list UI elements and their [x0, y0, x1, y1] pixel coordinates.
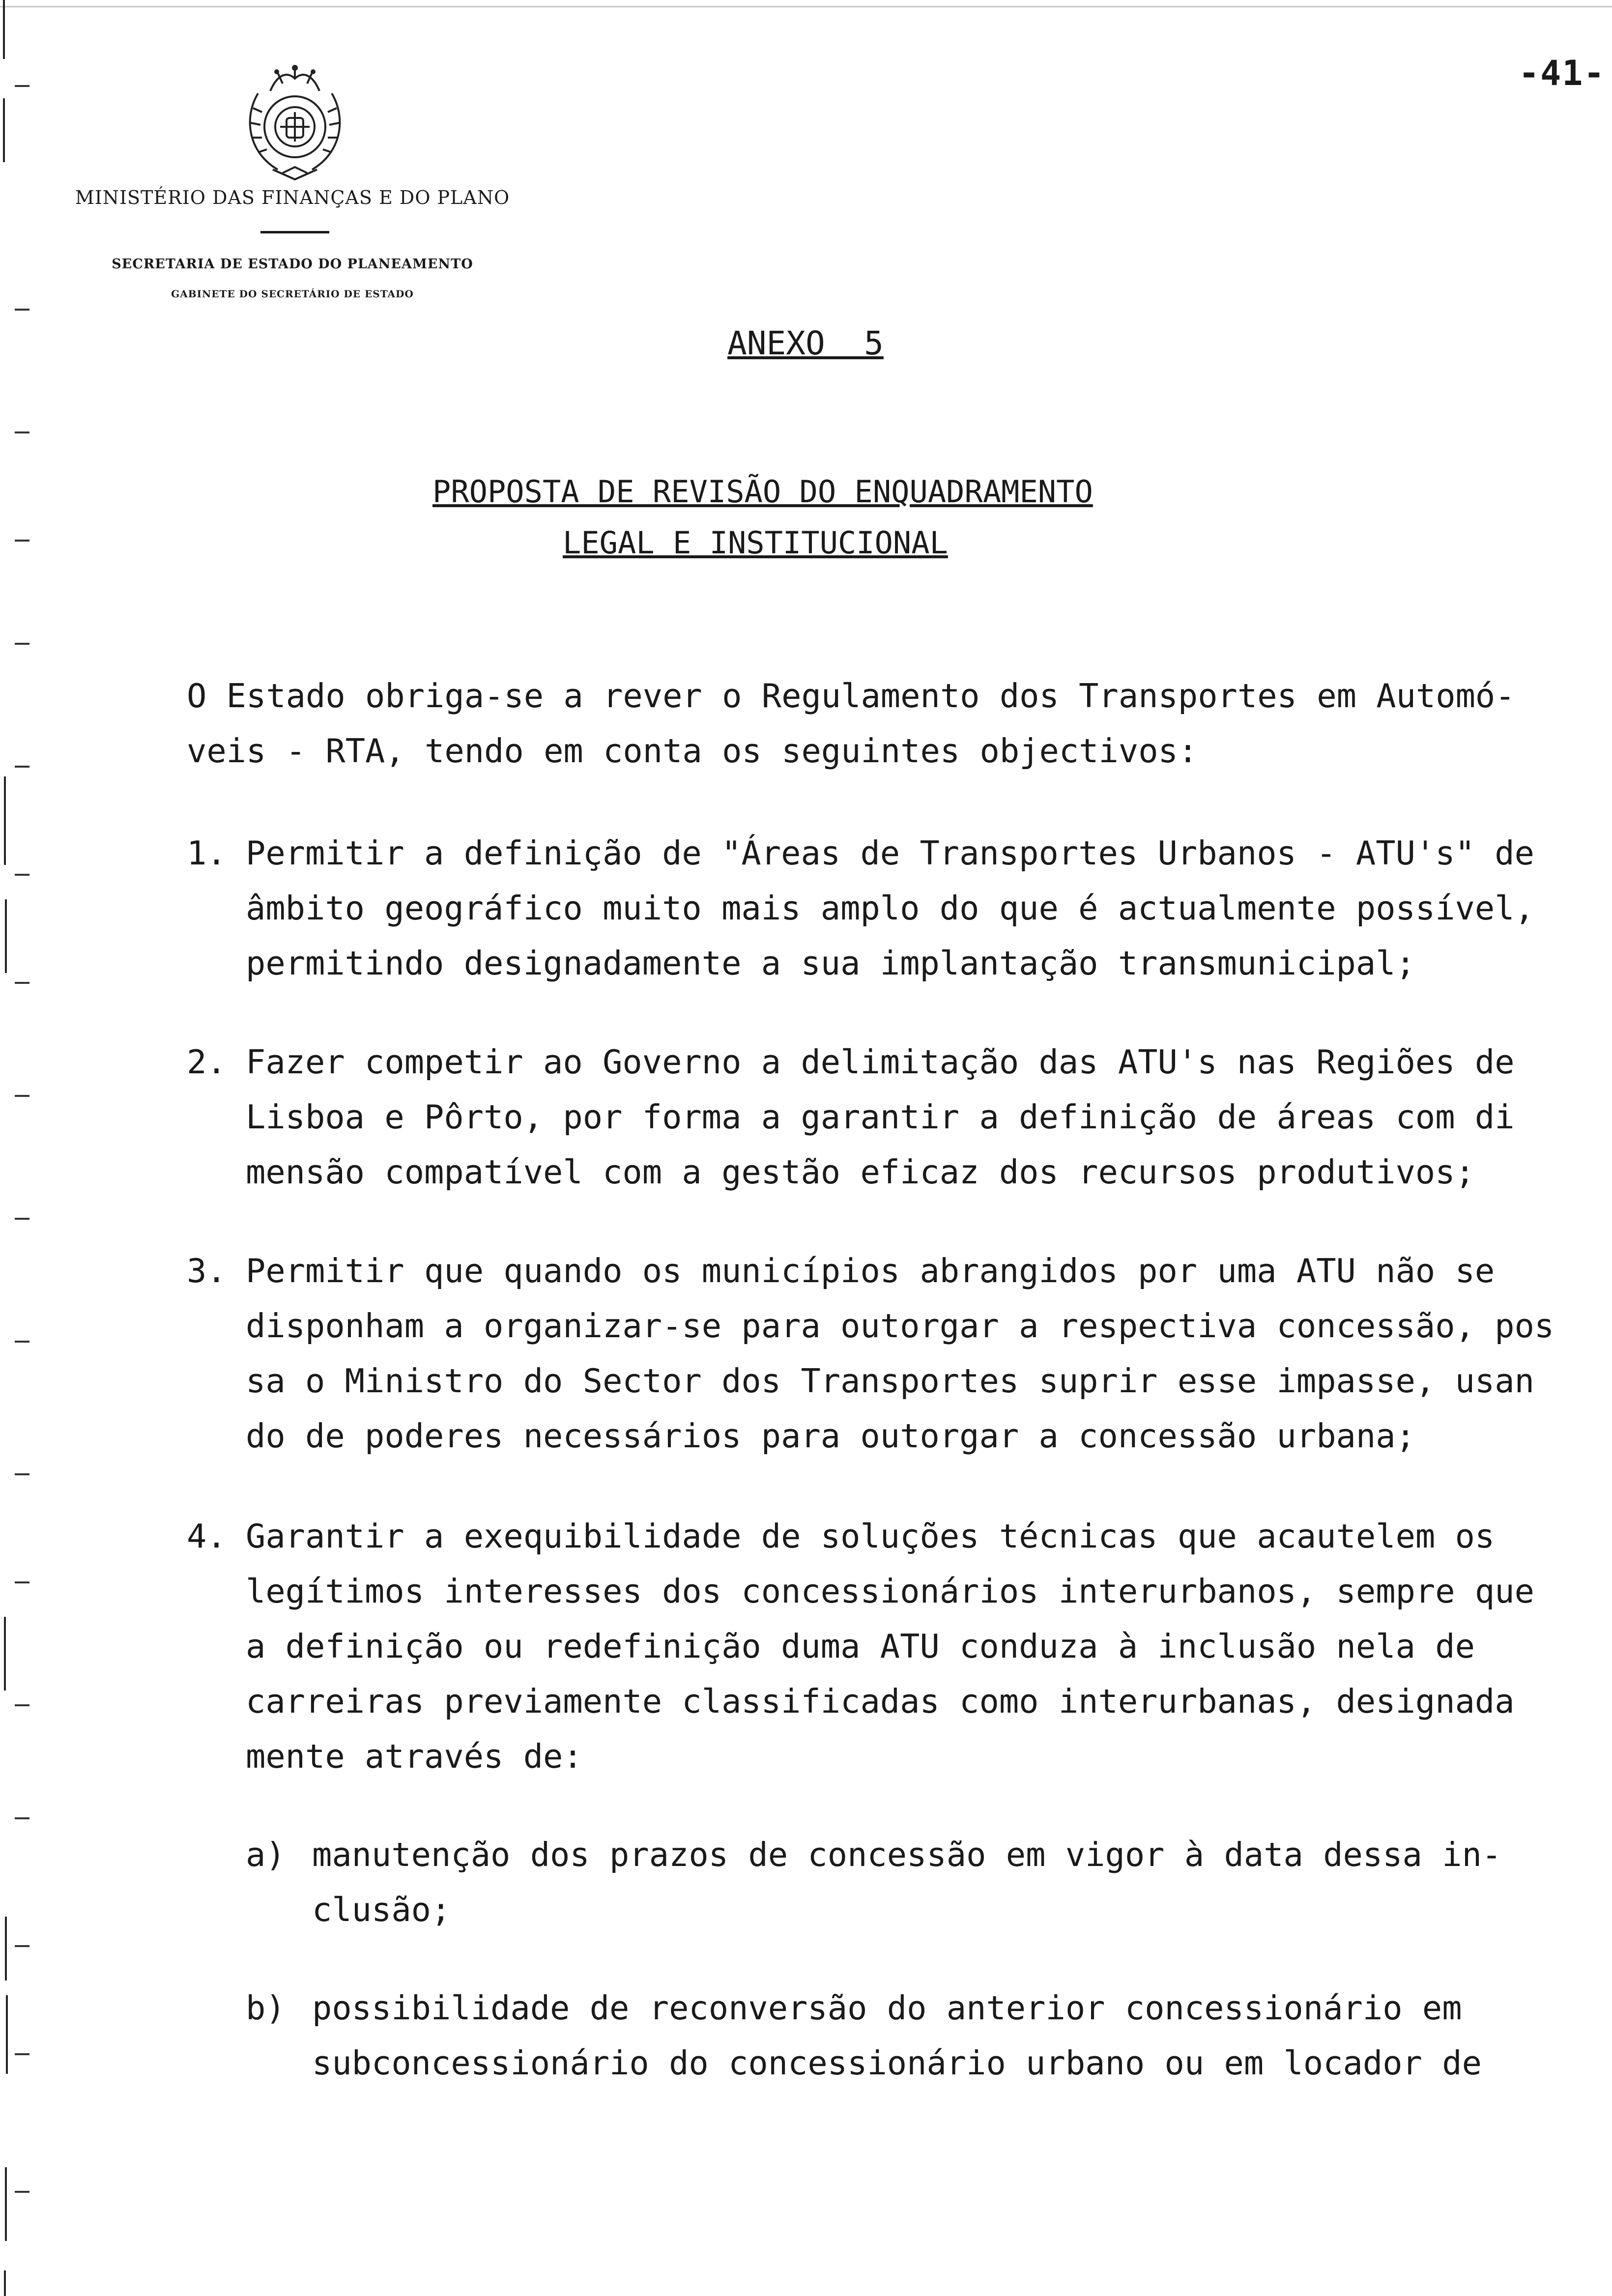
subitem-line: subconcessionário do concessionário urbano ou em locador de — [312, 2044, 1482, 2082]
page-number: -41- — [1519, 53, 1606, 93]
item-line: Lisboa e Pôrto, por forma a garantir a definição de áreas com di — [246, 1098, 1515, 1136]
item-number: 4. — [187, 1517, 227, 1555]
item-line: a definição ou redefinição duma ATU conduza à inclusão nela de — [246, 1627, 1475, 1665]
coat-of-arms-emblem — [224, 64, 366, 182]
item-line: do de poderes necessários para outorgar a concessão urbana; — [246, 1417, 1415, 1455]
intro-line: O Estado obriga-se a rever o Regulamento dos Transportes em Automó- — [187, 677, 1515, 715]
item-line: âmbito geográfico muito mais amplo do que é actualmente possível, — [246, 889, 1534, 927]
item-line: permitindo designadamente a sua implantação transmunicipal; — [246, 944, 1415, 982]
subitem-line: possibilidade de reconversão do anterior concessionário em — [312, 1989, 1462, 2027]
intro-line: veis - RTA, tendo em conta os seguintes objectivos: — [187, 732, 1198, 770]
document-title-line-1: PROPOSTA DE REVISÃO DO ENQUADRAMENTO — [432, 474, 1093, 510]
item-number: 3. — [187, 1252, 227, 1290]
item-line: Permitir que quando os municípios abrangidos por uma ATU não se — [246, 1252, 1495, 1290]
item-line: legítimos interesses dos concessionários interurbanos, sempre que — [246, 1572, 1534, 1610]
subitem-line: clusão; — [312, 1891, 451, 1929]
item-line: disponham a organizar-se para outorgar a respectiva concessão, pos — [246, 1307, 1554, 1345]
ministry-name: MINISTÉRIO DAS FINANÇAS E DO PLANO — [75, 187, 510, 208]
item-line: mente através de: — [246, 1737, 583, 1776]
secretariat-name: SECRETARIA DE ESTADO DO PLANEAMENTO — [112, 257, 473, 272]
item-number: 2. — [187, 1043, 227, 1081]
item-line: Garantir a exequibilidade de soluções técnicas que acautelem os — [246, 1517, 1495, 1555]
top-edge-line — [0, 6, 1612, 7]
item-number: 1. — [187, 834, 227, 872]
subitem-letter: b) — [246, 1989, 286, 2027]
cabinet-name: GABINETE DO SECRETÁRIO DE ESTADO — [171, 288, 414, 300]
document-title-line-2: LEGAL E INSTITUCIONAL — [563, 525, 948, 561]
item-line: sa o Ministro do Sector dos Transportes suprir esse impasse, usan — [246, 1362, 1534, 1400]
annex-label: ANEXO 5 — [727, 324, 884, 362]
item-line: carreiras previamente classificadas como interurbanas, designada — [246, 1682, 1515, 1721]
item-line: Fazer competir ao Governo a delimitação das ATU's nas Regiões de — [246, 1043, 1515, 1081]
item-line: mensão compatível com a gestão eficaz dos recursos produtivos; — [246, 1153, 1475, 1191]
scan-left-edge-marks — [0, 0, 29, 2296]
item-line: Permitir a definição de "Áreas de Transportes Urbanos - ATU's" de — [246, 834, 1534, 872]
subitem-line: manutenção dos prazos de concessão em vigor à data dessa in- — [312, 1836, 1502, 1874]
subitem-letter: a) — [246, 1836, 286, 1874]
header-divider — [260, 231, 329, 233]
